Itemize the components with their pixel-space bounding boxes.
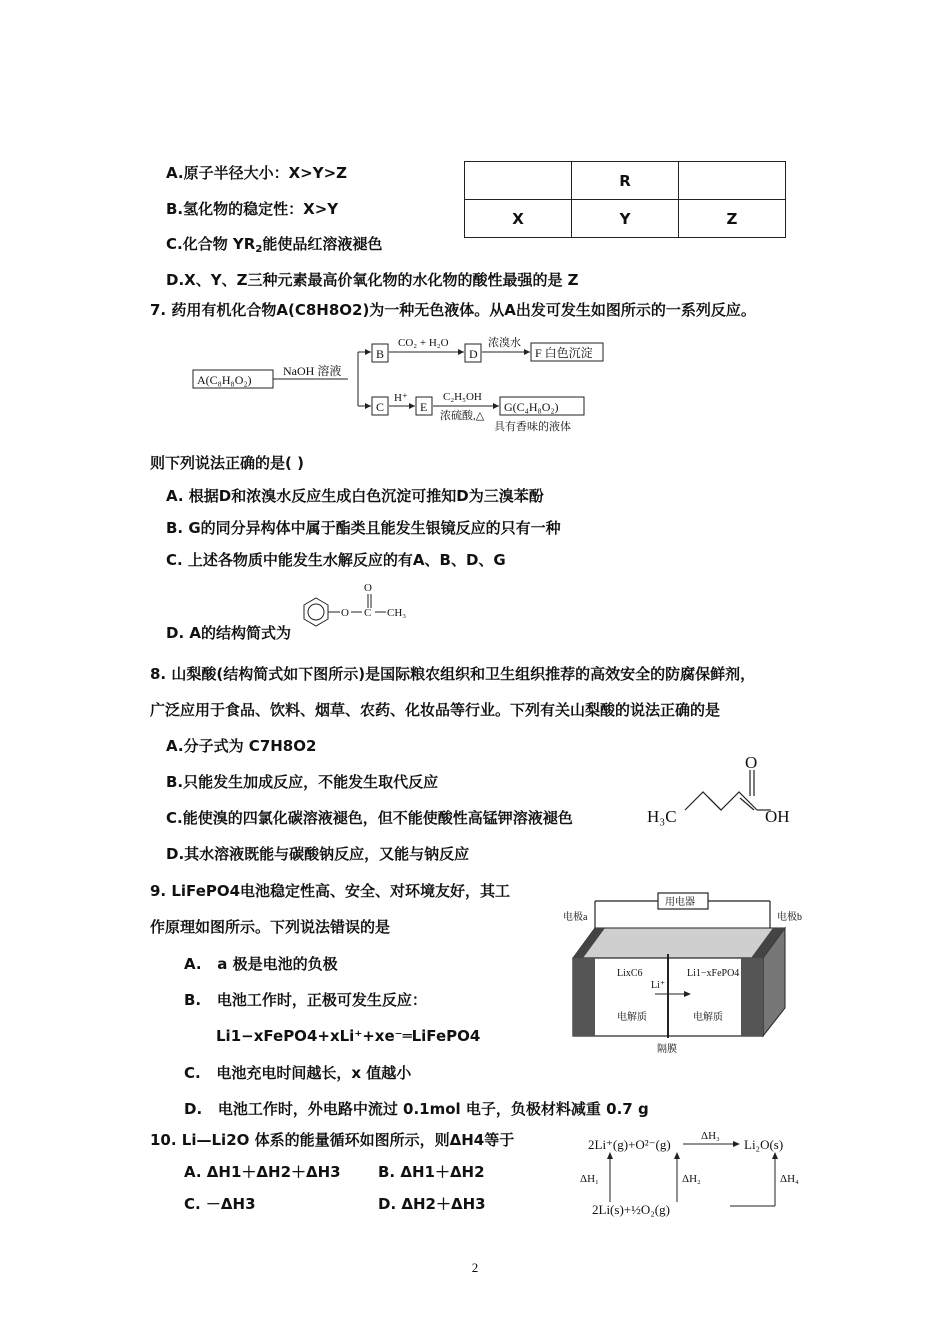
q9-option-c: C. 电池充电时间越长，x 值越小 [184,1064,412,1082]
compound-d: D [469,347,478,361]
table-cell: Y [572,200,679,238]
acid-label: H⁺ [394,392,408,404]
q9-option-b: B. 电池工作时，正极可发生反应： [184,991,427,1009]
q8-option-a: A.分子式为 C7H8O2 [166,737,317,755]
bromine-water-label: 浓溴水 [488,337,521,349]
q7-option-d: D. A的结构简式为 [166,624,291,642]
q7-ask: 则下列说法正确的是( ) [150,454,304,472]
q10-option-b: B. ΔH1＋ΔH2 [378,1163,485,1181]
compound-b: B [376,347,385,361]
compound-f: F 白色沉淀 [535,346,593,360]
svg-text:电解质: 电解质 [693,1012,723,1023]
ethanol-label: C₂H₅OH [443,391,482,403]
table-cell: Z [679,200,786,238]
svg-text:ΔH₁: ΔH₁ [580,1173,599,1185]
q7-option-a: A. 根据D和浓溴水反应生成白色沉淀可推知D为三溴苯酚 [166,487,544,505]
q7-option-c: C. 上述各物质中能发生水解反应的有A、B、D、G [166,551,506,569]
q9-option-b-equation: Li1−xFePO4+xLi⁺+xe⁻═LiFePO4 [216,1027,481,1045]
co2-label: CO₂ + H₂O [398,337,449,349]
compound-g-note: 具有香味的液体 [494,421,571,433]
q10-stem: 10. Li—Li2O 体系的能量循环如图所示，则ΔH4等于 [150,1131,515,1149]
svg-text:ΔH₃: ΔH₃ [701,1130,720,1142]
q9-stem-line1: 9. LiFePO4电池稳定性高、安全、对环境友好，其工 [150,882,511,900]
svg-text:H₃C: H₃C [647,807,677,826]
sorbic-acid-structure [645,752,805,832]
naoh-label: NaOH 溶液 [283,364,342,378]
table-cell: X [465,200,572,238]
q10-option-c: C. －ΔH3 [184,1195,256,1213]
svg-text:ΔH₂: ΔH₂ [682,1173,701,1185]
svg-text:ΔH₄: ΔH₄ [780,1173,799,1185]
table-cell [465,162,572,200]
q6-option-b: B.氢化物的稳定性：X>Y [166,200,339,218]
q6-option-a: A.原子半径大小：X>Y>Z [166,164,348,182]
q10-option-d: D. ΔH2＋ΔH3 [378,1195,486,1213]
svg-text:电极b: 电极b [777,912,802,923]
q6-option-d: D.X、Y、Z三种元素最高价氧化物的水化物的酸性最强的是 Z [166,271,579,289]
svg-text:O: O [364,582,372,594]
svg-text:电极a: 电极a [563,912,588,923]
q6-option-c: C.化合物 $YR_2$能使品红溶液褪色 [166,235,383,255]
q10-option-a: A. ΔH1＋ΔH2＋ΔH3 [184,1163,341,1181]
q7-reaction-scheme [188,330,618,440]
svg-text:C: C [364,607,372,619]
q9-option-d: D. 电池工作时，外电路中流过 0.1mol 电子，负极材料减重 0.7 g [184,1100,649,1118]
q7-stem: 7. 药用有机化合物A(C8H8O2)为一种无色液体。从A出发可发生如图所示的一系列反应。 [150,301,756,319]
svg-text:Li1−xFePO4: Li1−xFePO4 [687,968,740,979]
svg-text:LixC6: LixC6 [617,968,643,979]
q8-option-d: D.其水溶液既能与碳酸钠反应，又能与钠反应 [166,845,470,863]
compound-c: C [376,400,385,414]
svg-text:电解质: 电解质 [617,1012,647,1023]
table-cell [679,162,786,200]
svg-text:2Li(s)+½O₂(g): 2Li(s)+½O₂(g) [592,1202,670,1217]
page-number: 2 [471,1260,479,1275]
compound-g: G(C₄H₈O₂) [504,400,559,414]
energy-cycle-diagram [570,1128,820,1223]
svg-text:O: O [745,753,758,772]
q8-stem-line2: 广泛应用于食品、饮料、烟草、农药、化妆品等行业。下列有关山梨酸的说法正确的是 [150,701,721,719]
q8-option-c: C.能使溴的四氯化碳溶液褪色，但不能使酸性高锰钾溶液褪色 [166,809,573,827]
q8-stem-line1: 8. 山梨酸(结构简式如下图所示)是国际粮农组织和卫生组织推荐的高效安全的防腐保鲜剂， [150,665,756,683]
compound-a: A(C₈H₈O₂) [197,373,252,387]
phenyl-acetate-structure [298,578,418,640]
battery-diagram [555,888,815,1058]
svg-text:Li₂O(s): Li₂O(s) [744,1137,784,1152]
svg-text:O: O [341,607,349,619]
q8-option-b: B.只能发生加成反应，不能发生取代反应 [166,773,439,791]
compound-e: E [420,400,428,414]
svg-text:2Li⁺(g)+O²⁻(g): 2Li⁺(g)+O²⁻(g) [588,1137,671,1152]
q7-option-b: B. G的同分异构体中属于酯类且能发生银镜反应的只有一种 [166,519,561,537]
svg-text:用电器: 用电器 [665,897,695,908]
periodic-table-fragment [464,161,786,238]
svg-text:Li⁺: Li⁺ [651,980,666,991]
table-cell: R [572,162,679,200]
svg-text:OH: OH [765,807,790,826]
q9-option-a: A. a 极是电池的负极 [184,955,338,973]
condition-label: 浓硫酸,△ [440,410,485,422]
q9-stem-line2: 作原理如图所示。下列说法错误的是 [150,918,391,936]
svg-text:隔膜: 隔膜 [657,1044,677,1055]
svg-text:CH₃: CH₃ [387,607,407,619]
